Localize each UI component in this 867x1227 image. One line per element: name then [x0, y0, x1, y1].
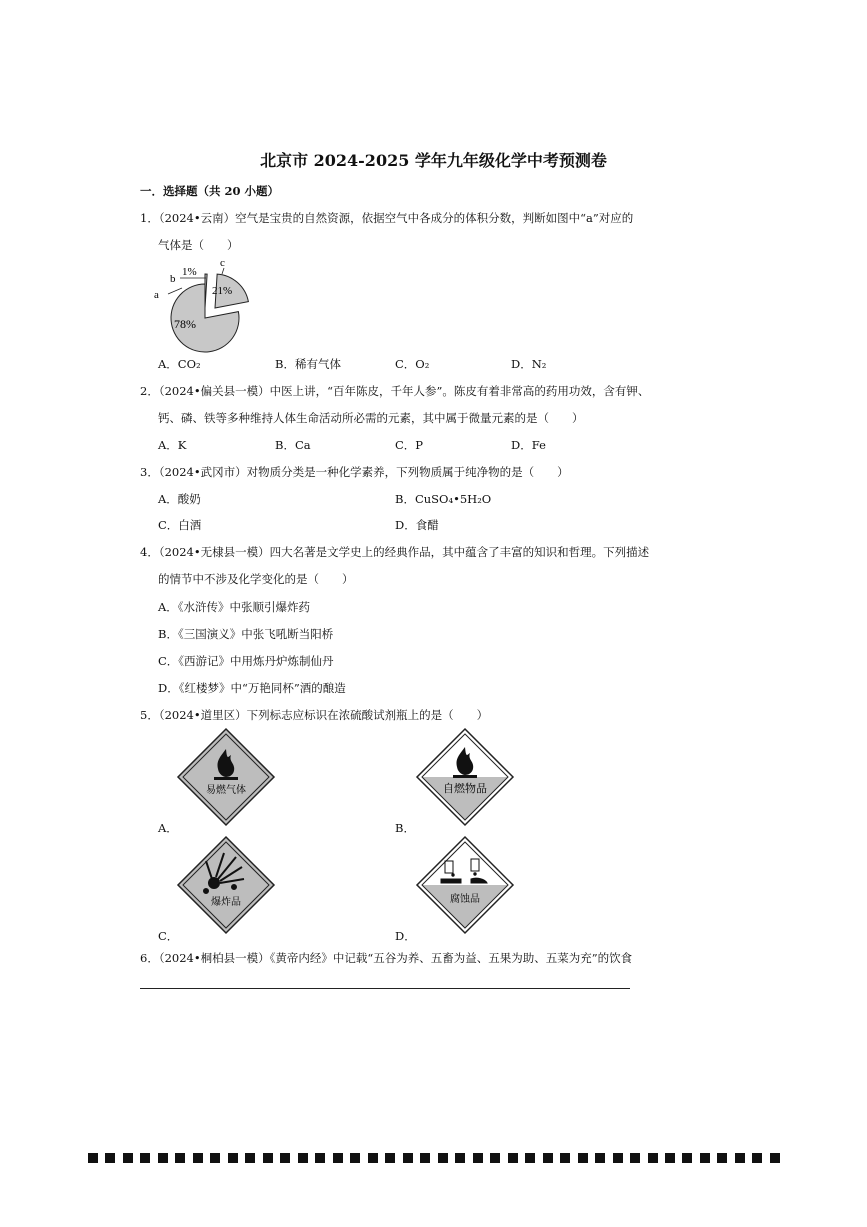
section-heading: 一．选择题（共 20 小题）	[140, 184, 280, 198]
question-6-text: 6．（2024•桐柏县一模）《黄帝内经》中记载“五谷为养、五畜为益、五果为助、五菜为充”的饮食	[140, 951, 633, 965]
cut-mark	[595, 1153, 605, 1163]
cut-mark	[438, 1153, 448, 1163]
cut-mark	[490, 1153, 500, 1163]
slice-name-a: a	[154, 289, 159, 301]
q3-option-a: A．酸奶	[158, 492, 201, 506]
cut-mark	[123, 1153, 133, 1163]
cut-mark	[385, 1153, 395, 1163]
cut-mark	[333, 1153, 343, 1163]
pie-chart	[150, 256, 260, 356]
cut-mark	[455, 1153, 465, 1163]
slice-label-b: 1%	[182, 266, 197, 278]
q4-option-b: B．《三国演义》中张飞吼断当阳桥	[158, 627, 334, 641]
slice-name-c: c	[220, 257, 225, 269]
q1-option-d: D．N₂	[511, 357, 547, 371]
q2-option-d: D．Fe	[511, 438, 546, 452]
page-title: 北京市 2024-2025 学年九年级化学中考预测卷	[260, 151, 607, 170]
sign-label-corrosive: 腐蚀品	[450, 894, 480, 905]
question-3-text: 3．（2024•武冈市）对物质分类是一种化学素养，下列物质属于纯净物的是（ ）	[140, 465, 569, 479]
q3-option-c: C．白酒	[158, 518, 202, 532]
hazard-sign-flammable-gas	[176, 727, 276, 827]
cut-mark	[630, 1153, 640, 1163]
cut-mark	[140, 1153, 150, 1163]
q2-option-b: B．Ca	[275, 438, 311, 452]
q2-option-a: A．K	[158, 438, 187, 452]
question-1-text: 1．（2024•云南）空气是宝贵的自然资源，依据空气中各成分的体积分数，判断如图中“a”对应的	[140, 211, 634, 225]
q4-option-a: A．《水浒传》中张顺引爆炸药	[158, 600, 311, 614]
cut-mark	[613, 1153, 623, 1163]
q4-option-c: C．《西游记》中用炼丹炉炼制仙丹	[158, 654, 334, 668]
page-cut-marks	[88, 1153, 780, 1165]
cut-mark	[420, 1153, 430, 1163]
slice-label-a: 78%	[174, 317, 196, 331]
cut-mark	[280, 1153, 290, 1163]
pie-slice-b	[205, 274, 207, 308]
cut-mark	[682, 1153, 692, 1163]
sign-label-flammable-gas: 易燃气体	[206, 785, 246, 796]
cut-mark	[263, 1153, 273, 1163]
cut-mark	[508, 1153, 518, 1163]
hazard-sign-explosive	[176, 835, 276, 935]
cut-mark	[752, 1153, 762, 1163]
question-5-text: 5．（2024•道里区）下列标志应标识在浓硫酸试剂瓶上的是（ ）	[140, 708, 489, 722]
cut-mark	[717, 1153, 727, 1163]
cut-mark	[578, 1153, 588, 1163]
cut-mark	[368, 1153, 378, 1163]
sign-label-spontaneous-combustion: 自燃物品	[443, 782, 487, 795]
footer-divider	[140, 988, 630, 989]
cut-mark	[298, 1153, 308, 1163]
question-2-text-cont: 钙、磷、铁等多种维持人体生命活动所必需的元素，其中属于微量元素的是（ ）	[158, 411, 584, 425]
cut-mark	[350, 1153, 360, 1163]
cut-mark	[525, 1153, 535, 1163]
cut-mark	[735, 1153, 745, 1163]
leader-line-a	[168, 288, 182, 294]
cut-mark	[403, 1153, 413, 1163]
question-4-text-cont: 的情节中不涉及化学变化的是（ ）	[158, 572, 354, 586]
q5-letter-b: B．	[395, 821, 415, 835]
cut-mark	[648, 1153, 658, 1163]
cut-mark	[105, 1153, 115, 1163]
question-2-text: 2．（2024•偏关县一模）中医上讲，“百年陈皮，千年人参”。陈皮有着非常高的药用功效，含有钾、	[140, 384, 650, 398]
cut-mark	[473, 1153, 483, 1163]
cut-mark	[543, 1153, 553, 1163]
q3-option-d: D．食醋	[395, 518, 439, 532]
q5-letter-c: C．	[158, 929, 179, 943]
hazard-sign-spontaneous-combustion	[415, 727, 515, 827]
cut-mark	[770, 1153, 780, 1163]
q5-letter-a: A．	[158, 821, 178, 835]
q1-option-c: C．O₂	[395, 357, 430, 371]
cut-mark	[245, 1153, 255, 1163]
pie-chart-svg	[150, 256, 260, 356]
q2-option-c: C．P	[395, 438, 424, 452]
cut-mark	[315, 1153, 325, 1163]
q3-option-b: B．CuSO₄•5H₂O	[395, 492, 492, 506]
slice-label-c: 21%	[212, 285, 233, 297]
cut-mark	[665, 1153, 675, 1163]
cut-mark	[700, 1153, 710, 1163]
q1-option-a: A．CO₂	[158, 357, 201, 371]
cut-mark	[158, 1153, 168, 1163]
cut-mark	[210, 1153, 220, 1163]
slice-name-b: b	[170, 273, 176, 285]
cut-mark	[228, 1153, 238, 1163]
cut-mark	[88, 1153, 98, 1163]
cut-mark	[193, 1153, 203, 1163]
cut-mark	[560, 1153, 570, 1163]
question-4-text: 4．（2024•无棣县一模）四大名著是文学史上的经典作品，其中蕴含了丰富的知识和哲理。下列描述	[140, 545, 650, 559]
q4-option-d: D．《红楼梦》中“万艳同杯”酒的酿造	[158, 681, 346, 695]
cut-mark	[175, 1153, 185, 1163]
q1-option-b: B．稀有气体	[275, 357, 341, 371]
question-1-text-cont: 气体是（ ）	[158, 238, 239, 252]
sign-label-explosive: 爆炸品	[211, 897, 241, 908]
hazard-sign-corrosive	[415, 835, 515, 935]
q5-letter-d: D．	[395, 929, 416, 943]
